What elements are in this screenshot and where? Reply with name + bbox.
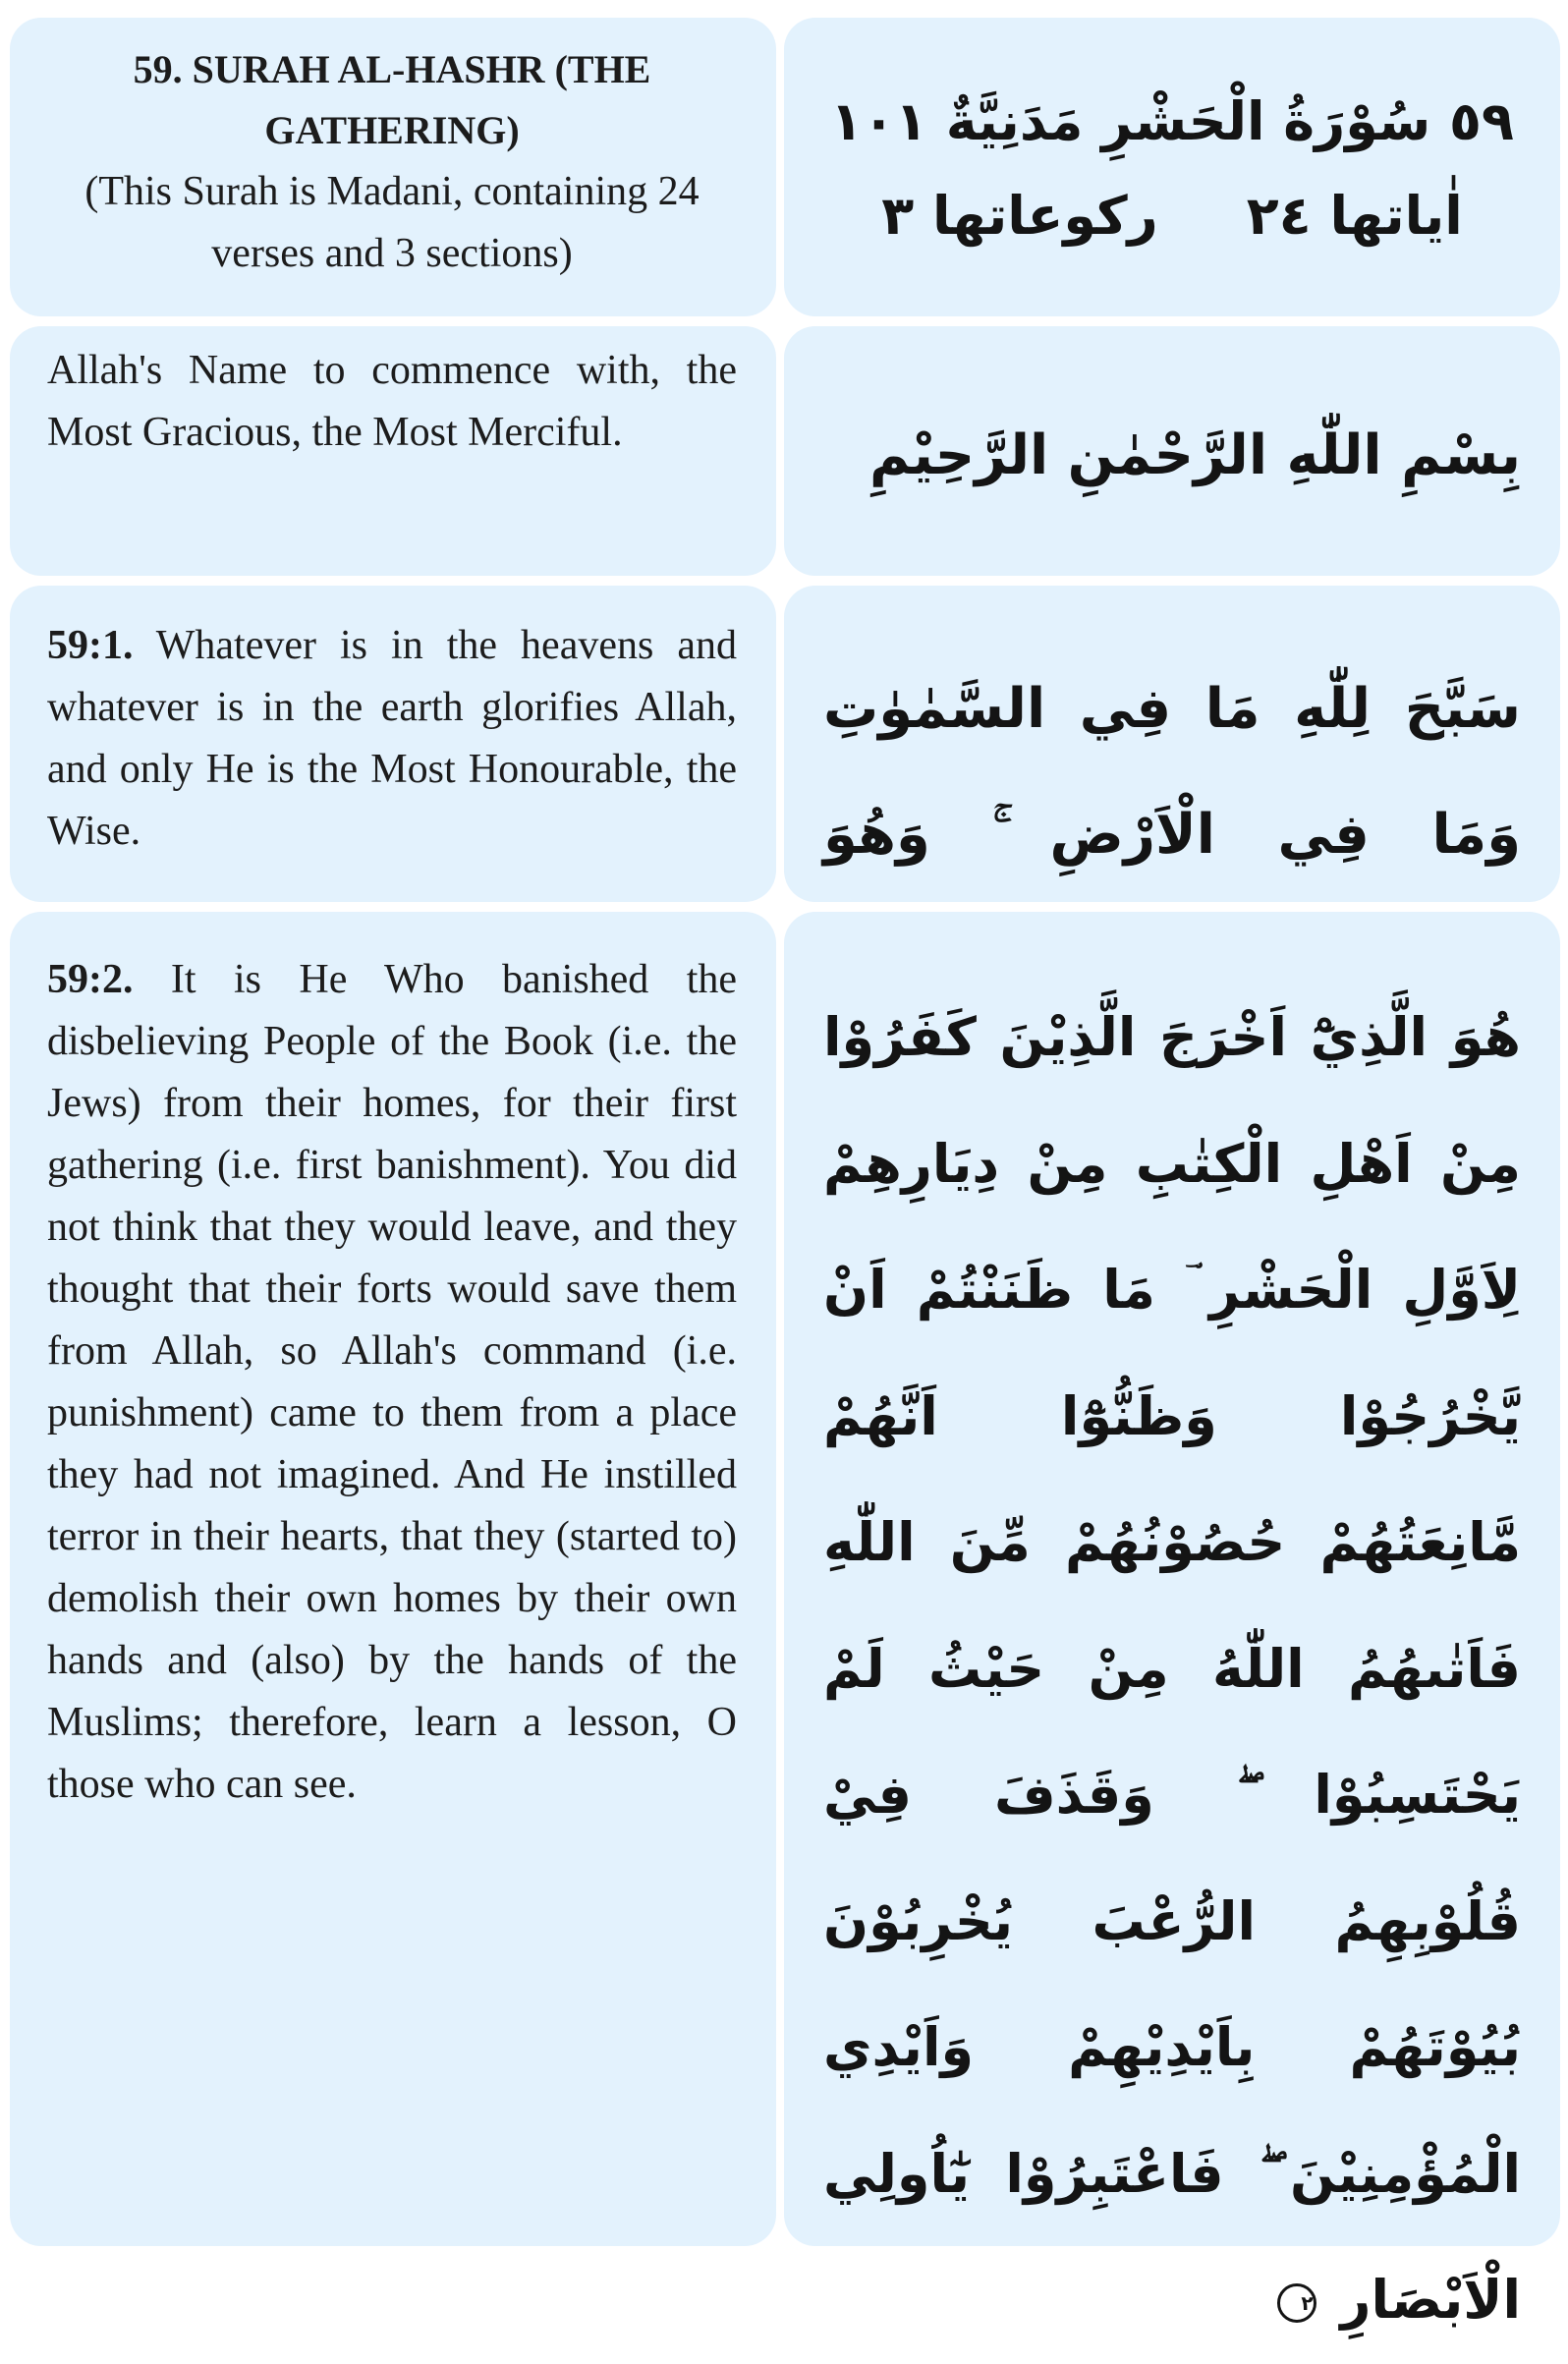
verse-1-arabic-text: سَبَّحَ لِلّٰهِ مَا فِي السَّمٰوٰتِ وَمَا فِي الْاَرْضِ ۚ وَهُوَ <box>823 677 1521 867</box>
verse-2-arabic-cell <box>784 912 1560 2331</box>
verse-row-1 <box>10 586 1560 902</box>
basmala-arabic: بِسْمِ اللّٰهِ الرَّحْمٰنِ الرَّحِيْمِ <box>868 423 1521 487</box>
surah-name-arabic: ٥٩ سُوْرَةُ الْحَشْرِ مَدَنِيَّةٌ ١٠١ <box>830 90 1514 152</box>
surah-header-english <box>47 39 737 285</box>
verse-1-number: 59:1. <box>47 623 134 668</box>
verse-2-arabic-text: هُوَ الَّذِيْٓ اَخْرَجَ الَّذِيْنَ كَفَرُوْا مِنْ اَهْلِ الْكِتٰبِ مِنْ دِيَارِهِمْ لِاَوَّلِ الْحَشْرِ ؔ مَا ظَنَنْتُمْ اَنْ يَّخْرُجُوْا وَظَنُّوْٓا اَنَّهُمْ مَّانِعَتُهُمْ حُصُوْنُهُمْ مِّنَ اللّٰهِ فَاَتٰىهُمُ اللّٰهُ مِنْ حَيْثُ لَمْ يَحْتَسِبُوْا ۖ وَقَذَفَ فِيْ قُلُوْبِهِمُ الرُّعْبَ يُخْرِبُوْنَ بُيُوْتَهُمْ بِاَيْدِيْهِمْ وَاَيْدِي الْمُؤْمِنِيْنَ ۖ فَاعْتَبِرُوْا يٰٓاُولِي الْاَبْصَارِ <box>823 1006 1521 2331</box>
verse-2-english <box>47 949 737 1816</box>
surah-subtitle: (This Surah is Madani, containing 24 verses and 3 sections) <box>84 169 700 276</box>
verse-1-translation: Whatever is in the heavens and whatever is in the earth glorifies Allah, and only He is the Most Honourable, the Wise. <box>47 623 737 854</box>
basmala-english-cell <box>10 326 776 576</box>
surah-header-arabic-cell <box>784 18 1560 316</box>
verse-2-arabic <box>823 975 1521 2364</box>
basmala-row <box>10 326 1560 576</box>
basmala-english: Allah's Name to commence with, the Most Gracious, the Most Merciful. <box>47 348 737 455</box>
verses-count-arabic: اٰياتها ٢٤ <box>1246 185 1463 247</box>
verse-row-2 <box>10 912 1560 2331</box>
verse-2-translation: It is He Who banished the disbelieving People of the Book (i.e. the Jews) from their homes, for their first gathering (i.e. first banishment). You did not think that they would leave, and they thought that their forts would save them from Allah, so Allah's command (i.e. punishment) came to them from a place they had not imagined. And He instilled terror in their hearts, that they (started to) demolish their own homes by their own hands and (also) by the hands of the Muslims; therefore, learn a lesson, O those who can see. <box>47 957 738 1807</box>
verse-2-english-cell <box>10 912 776 2246</box>
verse-1-english <box>47 615 737 863</box>
verse-1-arabic-cell <box>784 586 1560 902</box>
basmala-arabic-cell <box>784 326 1560 576</box>
surah-header-arabic <box>823 67 1521 255</box>
surah-title: 59. SURAH AL-HASHR (THE GATHERING) <box>133 47 651 152</box>
ayah-end-marker-icon: ٢ <box>1277 2283 1316 2323</box>
surah-header-english-cell <box>10 18 776 316</box>
sections-count-arabic: ركوعاتها ٣ <box>881 185 1158 247</box>
bilingual-quran-page <box>10 18 1560 2331</box>
verse-1-english-cell <box>10 586 776 902</box>
surah-header-row <box>10 18 1560 316</box>
verse-2-number: 59:2. <box>47 957 134 1002</box>
surah-counts-arabic <box>823 177 1521 255</box>
